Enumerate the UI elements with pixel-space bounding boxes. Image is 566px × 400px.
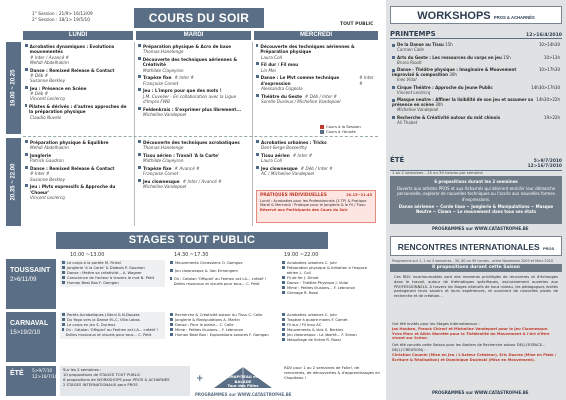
- course-entry: [138, 140, 250, 151]
- stage-item: Grimage R. Rossi: [287, 290, 319, 295]
- course-teacher: Lin Mei: [261, 67, 276, 73]
- course-teacher: Susanne Berkley: [30, 176, 66, 182]
- course-meta: # Inter #: [292, 153, 313, 158]
- stages-title: STAGES TOUT PUBLIC: [56, 232, 328, 249]
- ete-line3: 6 propositions de WORKSHOPS pour PROS & ACHARNÉS: [63, 376, 170, 382]
- course-entry: [256, 140, 376, 151]
- ete-line1: Sur les 2 semaines :: [63, 367, 102, 372]
- workshops-title: [390, 6, 562, 24]
- course-title: Feldenkrais : S'exprimer plus librement...: [143, 106, 242, 112]
- course-entry: [138, 57, 250, 73]
- workshops-programmes-link[interactable]: PROGRAMMES sur WWW.CATASTROPHE.BE: [432, 226, 529, 231]
- printemps-dates: 12>16/4/2010: [526, 33, 562, 38]
- course-entry: [25, 153, 132, 164]
- workshop-teacher: Vincent Leclercq: [397, 89, 431, 95]
- session-info: [32, 12, 93, 23]
- ws-ete-line2: Ouverts aux artistes PROS et aux Acharnés qui désirent enrichir leur démarche personnelle, explorer de nouvelles techniques ou l'accès aux nouvelles formes d'expressions.: [396, 186, 556, 202]
- carnaval-col2: [168, 312, 278, 339]
- chapiteau-badge: [212, 364, 274, 390]
- course-title: Préparation physique & Equilibre: [30, 140, 109, 145]
- workshops-subtitle: PROS & ACHARNÉS: [493, 15, 535, 20]
- course-meta: # Avancé #: [174, 166, 200, 171]
- stage-item: Mime : Petites illusions... F. Lebrunon: [175, 327, 244, 332]
- stage-item: Trapèze à quatre mains F. Comet: [287, 317, 348, 322]
- course-entry: [138, 166, 250, 177]
- stage-item: Portés Acrobatiques J.Berni & N.Douxes: [67, 313, 140, 317]
- course-entry: [25, 44, 132, 65]
- stage-item: Fil dur / Fil mou AC: [287, 322, 322, 327]
- course-teacher: Patrick Gaudron: [30, 158, 64, 164]
- workshop-title: Arts du Geste : Les ressources du corps en jeu: [397, 54, 502, 60]
- workshop-teacher: Ali Thabet: [397, 119, 418, 125]
- course-teacher: Laura Coll: [261, 54, 282, 60]
- pratiques-title: PRATIQUES INDIVIDUELLES: [260, 193, 327, 198]
- stage-item: Human Beat Box F. Gamgan: [67, 280, 119, 285]
- course-entry: [25, 184, 132, 200]
- stage-item: Acrobaties urbaines C. Juhr: [287, 313, 337, 317]
- workshop-hours: 30h: [449, 72, 457, 77]
- right-panel: [386, 0, 566, 400]
- workshop-hours: 30h: [435, 102, 443, 107]
- day-header-lundi: LUNDI: [23, 31, 133, 40]
- workshops-title-text: WORKSHOPS: [417, 10, 491, 22]
- chapiteau-text2: Tour des Pôles: [227, 383, 259, 389]
- stage-item: Mime : Petites illusions... F. Lebrunon: [287, 285, 356, 290]
- course-entry: [256, 166, 376, 177]
- ws-ete-label: ÉTÉ: [390, 156, 405, 164]
- course-title: Découverte des techniques aériennes & Préparation physique: [260, 44, 355, 55]
- course-teacher: Mehdi Abdelhakim: [30, 145, 69, 151]
- rencontres-band: 8 propositions durant cette Saison: [390, 264, 562, 272]
- ws-ete-dates1: 5>9/7/2010: [533, 159, 562, 164]
- course-entry: [25, 140, 132, 151]
- ete-line2: 10 propositions de STAGES TOUT PUBLIC: [63, 371, 141, 377]
- course-title: Découverte des techniques acrobatiques: [143, 140, 240, 145]
- course-entry: [138, 179, 250, 190]
- pratiques-box: [256, 190, 376, 223]
- ws-ete-line1: 6 propositions durant les 2 semaines: [434, 179, 518, 184]
- course-entry: [138, 153, 250, 164]
- slot1-lundi: [25, 44, 132, 122]
- workshop-dates: 19>22h: [543, 114, 560, 120]
- workshop-title: Masque neutre : Affiner la lisibilité de son jeu et assumer sa présence en scène: [392, 97, 534, 107]
- course-title: Jeu : Présence en Scène: [30, 85, 87, 91]
- slot-divider: [23, 136, 378, 137]
- ws-ete-note: 1 ou 2 semaines - 15 ou 30 heures par semaine: [392, 170, 483, 175]
- legend: [320, 124, 361, 135]
- ete-summary: [60, 366, 190, 396]
- course-entry: [138, 44, 250, 55]
- cours-du-soir-title: COURS DU SOIR: [134, 8, 264, 28]
- course-teacher: Alessandra Coppola: [261, 85, 303, 91]
- carnaval-col1: [60, 312, 165, 339]
- stage-item: Human Beat Box : Explorations sonores F. Gamgan: [175, 332, 269, 337]
- course-title: Danse : Remixed Release & Contact: [30, 67, 115, 73]
- course-title: Fil dur / Fil mou: [261, 62, 299, 68]
- course-meta: # Inter #: [174, 75, 195, 81]
- ete-dates1: 5>9/7/10: [32, 369, 53, 374]
- carnaval-col3: [280, 312, 380, 344]
- slot1-mercredi: [256, 44, 376, 107]
- course-title: Jeu clownesque: [143, 179, 180, 184]
- time-slot-morning: 10.00 ~13.00: [70, 252, 105, 258]
- stage-item: Conscience de l'acteur à travers le mvt N. Petit: [67, 275, 155, 280]
- stage-item: Recherche & Créativité autour du Tissu C. Colle: [175, 313, 263, 317]
- course-meta: # Inter / Avancé #: [30, 54, 70, 60]
- course-entry: [138, 107, 250, 118]
- course-title: Jeu : Mvts expressifs & Approche du 'Choeur': [29, 184, 116, 195]
- course-teacher: Vincent Leclercq: [30, 96, 65, 102]
- time-slot-evening: 19.00 ~22.00: [284, 252, 319, 258]
- pratiques-line3: Réservé aux Participants des Cours du Soir: [260, 208, 348, 213]
- workshop-teacher: Micheline Vandepoel: [397, 107, 439, 112]
- course-title: Préparation physique & Acro de base: [143, 44, 232, 49]
- cours-du-soir-subtitle: TOUT PUBLIC: [340, 22, 374, 27]
- course-title: Tissu aérien: [261, 153, 290, 158]
- workshop-item: [392, 85, 560, 95]
- time-label-1: 19.00 ~ 20.25: [10, 69, 17, 107]
- course-meta: # Inter / Avancé #: [182, 179, 222, 184]
- slot2-mercredi: [256, 140, 376, 179]
- stage-item: Mouvements Circassiens O. Gamgue: [175, 261, 243, 265]
- course-teacher: Dent-Serge Bosserthy: [261, 145, 307, 151]
- course-teacher: Mehdi Abdelhakim: [30, 59, 69, 65]
- course-entry: [25, 86, 132, 102]
- carnaval-band: [6, 312, 56, 362]
- workshop-hours: 15h: [445, 42, 453, 47]
- legend-session: Cours à la Session: [326, 124, 361, 129]
- stage-item: Danse : Théâtre Physique J. Vidal: [287, 280, 348, 285]
- time-slot-afternoon: 14.30 ~17.30: [174, 252, 209, 258]
- course-meta: # Déb #: [30, 72, 49, 78]
- course-teacher: Mathilde Clayeyron: [143, 67, 184, 73]
- workshop-item: [392, 55, 560, 65]
- stage-item: Préparation physique & Initiation à l'espace aérien L. Coll: [286, 265, 368, 275]
- course-title: Jeu clownesque: [261, 166, 298, 171]
- time-label-2: 20.35 ~ 22.00: [10, 163, 17, 201]
- carnaval-label: CARNAVAL: [10, 320, 49, 327]
- workshop-teacher: Bruno Rioult: [397, 59, 422, 65]
- stage-item: Où : Catalan 'Offspiel' au Feehen act LA... créatif ! Ddlins musicaux et visuels pour tous... C. Petit: [65, 327, 158, 337]
- course-teacher: Micheline Vandepoel: [143, 184, 187, 190]
- ws-ete-dates2: 12>16/7/2010: [527, 164, 562, 170]
- chapiteau-text: CHAPITEAU en BALADE: [227, 374, 259, 384]
- stage-item: Fil de fer J. Dimat: [287, 275, 319, 280]
- workshop-item: [392, 97, 560, 112]
- course-teacher: Mathilde Clayeyron: [143, 158, 184, 164]
- workshop-title: Recherche & Créativité autour du mât chinois: [397, 114, 501, 120]
- rencontres-programmes-link[interactable]: PROGRAMMES sur WWW.CATASTROPHE.BE: [432, 390, 529, 395]
- course-entry: [25, 166, 132, 182]
- course-entry: [138, 75, 250, 86]
- slot1-mardi: [138, 44, 250, 120]
- course-title: Danse : Remixed Release & Contact: [30, 166, 115, 171]
- course-title: Tissu aérien : Travail 'A la Carte': [143, 153, 220, 158]
- course-title: Danse : Le Mvt comme technique d'expression: [260, 75, 340, 86]
- course-meta: # Inter #: [30, 171, 50, 177]
- workshop-title: Danse - Théâtre physique : Imaginaire & Mouvement improvisé & composition: [392, 67, 517, 77]
- stage-item: Danse : Mettre sa créativité... A. Wagner: [67, 270, 142, 275]
- course-title: Jonglerie: [30, 153, 52, 158]
- course-title: Trapèze fixe: [143, 75, 172, 81]
- workshop-item: [392, 115, 560, 125]
- ete-rdv: RDV pour 1 ou 2 semaines de Folie!, de rencontres, de découvertes & d'apprentissages en Chapiteau !: [284, 365, 380, 380]
- course-entry: [256, 62, 376, 73]
- course-entry: [256, 44, 376, 60]
- workshop-hours: 15h: [503, 54, 511, 60]
- workshop-teacher: Carmen Colle: [397, 47, 424, 52]
- course-teacher: Claudio Nuvels: [30, 114, 62, 120]
- stage-item: Le corps en jeu S. Durieux: [67, 322, 116, 327]
- rencontres-title-text: RENCONTRES INTERNATIONALES: [397, 242, 540, 252]
- day-header-mercredi: MERCREDI: [254, 31, 378, 40]
- slot2-mardi: [138, 140, 250, 192]
- course-entry: [256, 75, 376, 91]
- course-title: Pilates & dérivés : d'autres approches de la préparation physique: [28, 104, 127, 115]
- stage-item: Jonglerie & Manipulations A. Martin: [175, 317, 240, 322]
- ws-ete-line3: Danse aérienne ~ Corde lisse ~ Jonglerie & Manipulations ~ Masque Neutre ~ Clown ~ Le mouvement dans tous ses états: [398, 203, 554, 214]
- rencontres-p2: Ont été conviés cette Saison pour les Ateliers de Recherche autour DE(L)'ESPACE... DE(L)'CRÉATION) :: [392, 343, 546, 353]
- stage-item: Jeu clownesque A. Van Ermengem: [175, 268, 238, 273]
- ete-line4: 2 STAGES INTERNATIONAUX pour PROS: [63, 381, 138, 387]
- stage-item: Où : Catalan 'Offspiel' au Feehen act LA... créatif ! Ddlins musicaux et visuels pour tous... C. Petit: [173, 276, 267, 286]
- toussaint-label: TOUSSAINT: [10, 267, 51, 274]
- stages-programmes-link[interactable]: PROGRAMMES sur WWW.CATASTROPHE.BE: [195, 392, 292, 397]
- workshop-dates: 14h30>17h30: [531, 84, 560, 90]
- course-teacher: Thomas Hanelenge: [143, 49, 184, 55]
- course-meta: # Déb #: [30, 91, 49, 96]
- workshop-dates: 10>14h30: [538, 42, 560, 47]
- course-teacher: Thomas Hanelenge: [143, 145, 184, 151]
- course-title: Trapèze fixe: [143, 166, 172, 171]
- ws-ete-box: [390, 176, 562, 224]
- course-teacher: Micheline Vandepoel: [143, 111, 187, 117]
- column-divider: [134, 42, 135, 226]
- course-meta: # Déb / Inter #: [300, 166, 333, 171]
- ete-dates2: 12>16/7/10: [32, 375, 58, 381]
- ete-dates: [32, 369, 58, 381]
- toussaint-col2: [168, 260, 278, 288]
- course-title: Acrobaties urbaines : Tricks: [261, 140, 327, 145]
- workshop-title: Cirque Théâtre : Approche du Jeune Public: [397, 84, 493, 90]
- course-meta: # Déb / Inter #: [304, 93, 337, 99]
- course-teacher: Françoise Comet: [143, 80, 179, 86]
- course-title: Jeu : L'impro pour que des mots !: [143, 88, 222, 94]
- rencontres-period: Programme sur 1, 2 ou 3 semaines - 30, 60 ou 90 heures - entre Novembre 2009 et Mars 2010: [392, 259, 554, 263]
- session2-text: 2° Session : 18/1> 19/5/10: [32, 17, 91, 23]
- day-header-mardi: MARDI: [136, 31, 251, 40]
- printemps-label: PRINTEMPS: [390, 30, 436, 38]
- ete-label: ÉTÉ: [10, 370, 24, 377]
- course-teacher: Susanne Berkley: [30, 78, 66, 83]
- workshop-item: [392, 42, 560, 52]
- course-entry: [25, 68, 132, 84]
- plus-icon: +: [196, 374, 204, 384]
- rencontres-subtitle: PROS: [542, 246, 555, 251]
- workshop-teacher: Ines Vidal: [397, 77, 417, 82]
- stage-item: Du Yoga vers la Danse M.-C. Villa Lobos: [67, 317, 140, 322]
- rencontres-body: Ces RDV incontournables sont des moments privilégiés de rencontres et d'échanges dans le travail, autour de thématiques spécifiques, exclusivement ouvertes aux PROFESSIONNELS. À travers les Stages intensifs de haut niveau, les pédagogues invités partageront leurs savoirs et leurs expériences, et ouvriront de nouvelles pistes de recherche et de création...: [394, 275, 558, 299]
- course-teacher: Françoise Comet: [143, 171, 179, 177]
- course-meta: # Inter #: [359, 75, 374, 86]
- time-band-2: [6, 138, 21, 226]
- course-title: Découverte des techniques aériennes & Créativité: [142, 57, 237, 68]
- workshop-dates: 10>13h: [543, 54, 560, 60]
- rencontres-invites: [392, 322, 560, 363]
- rencontres-p1: Ont été invités pour les Stages Internationaux :: [392, 322, 480, 326]
- workshop-dates: 10>17h30: [538, 67, 560, 72]
- ete-workshop-header: [390, 156, 562, 171]
- course-entry: [138, 88, 250, 104]
- course-teacher: Sorelle Durieux / Micheline Vandepoel: [261, 98, 341, 104]
- printemps-list: [392, 42, 560, 127]
- toussaint-col3: [280, 260, 380, 297]
- rencontres-n1: Jos Houben, Franck Chirari et Micheline Vandepoel pour le Jeu Clownesque.: [392, 326, 549, 331]
- course-teacher: AC / Micheline Vandepoel: [261, 171, 315, 177]
- column-divider: [252, 42, 253, 226]
- toussaint-band: [6, 259, 56, 309]
- course-teacher: Vincent Leclercq: [30, 194, 65, 200]
- slot2-lundi: [25, 140, 132, 203]
- rencontres-n2: Yves Marc et Albin Warette pour la Théâtralité du Mouvement & l'Art d'être vivant sur Scène.: [392, 331, 550, 341]
- stage-item: Jonglerie 'A la Carte' & Diabolo P. Gaudron: [67, 265, 145, 270]
- course-entry: [25, 104, 132, 120]
- pratiques-dates: 20.15~21.45: [346, 193, 372, 197]
- course-teacher: J.M. Cuvelier - En collaboration avec la Ligue d'Impro FWB: [143, 93, 237, 104]
- rencontres-title: [390, 236, 562, 256]
- toussaint-col1: [60, 260, 165, 287]
- carnaval-dates: 15>19/2/10: [10, 330, 41, 336]
- course-entry: [256, 94, 376, 105]
- stage-item: Mouvements & Voix S. Berkley: [287, 327, 344, 332]
- stage-item: Maquillage de Scène R. Rossi: [287, 337, 341, 342]
- pratiques-line1: Lundi : Acrobaties pour les Professionnels (3 TP) & Pratique: [260, 198, 367, 203]
- course-entry: [256, 153, 376, 164]
- workshop-item: [392, 67, 560, 82]
- stage-item: Acrobaties urbaines C. Juhr: [287, 261, 337, 265]
- workshop-title: De la Danse au Tissu: [397, 42, 444, 47]
- workshop-dates: 14h30>22h: [536, 97, 560, 102]
- rencontres-n3: Christian Coumin (Mise en Jeu / L'Acteur Créateur), Eric Ducrez (Mise en Piste / Écriture & Réalisation) et Dominique Dusinski (Mise en Mouvement).: [392, 352, 557, 362]
- stage-item: Danse : Pour le plaisir... C. Colle: [175, 322, 234, 327]
- course-teacher: Laura Coll: [261, 158, 282, 164]
- stage-item: Jeu clownesque : La liberté... F. Simon: [287, 332, 357, 337]
- pratiques-line2: Mardi & Mercredi : Pratique pour le Jonglerie & le Fil / Tissu: [260, 203, 366, 208]
- session1-text: 1° Session : 21/9> 16/12/09: [32, 12, 93, 17]
- stage-item: Le corps à la portée M. Finkel: [67, 261, 121, 265]
- course-title: Acrobaties dynamiques : Evolutions mouvementés: [29, 44, 115, 55]
- time-band-1: [6, 42, 21, 134]
- legend-annee: Cours à l'Année: [326, 129, 356, 135]
- toussaint-dates: 2>6/11/09: [10, 277, 37, 283]
- printemps-header: [390, 30, 562, 39]
- course-title: Théâtre du Geste: [261, 93, 302, 99]
